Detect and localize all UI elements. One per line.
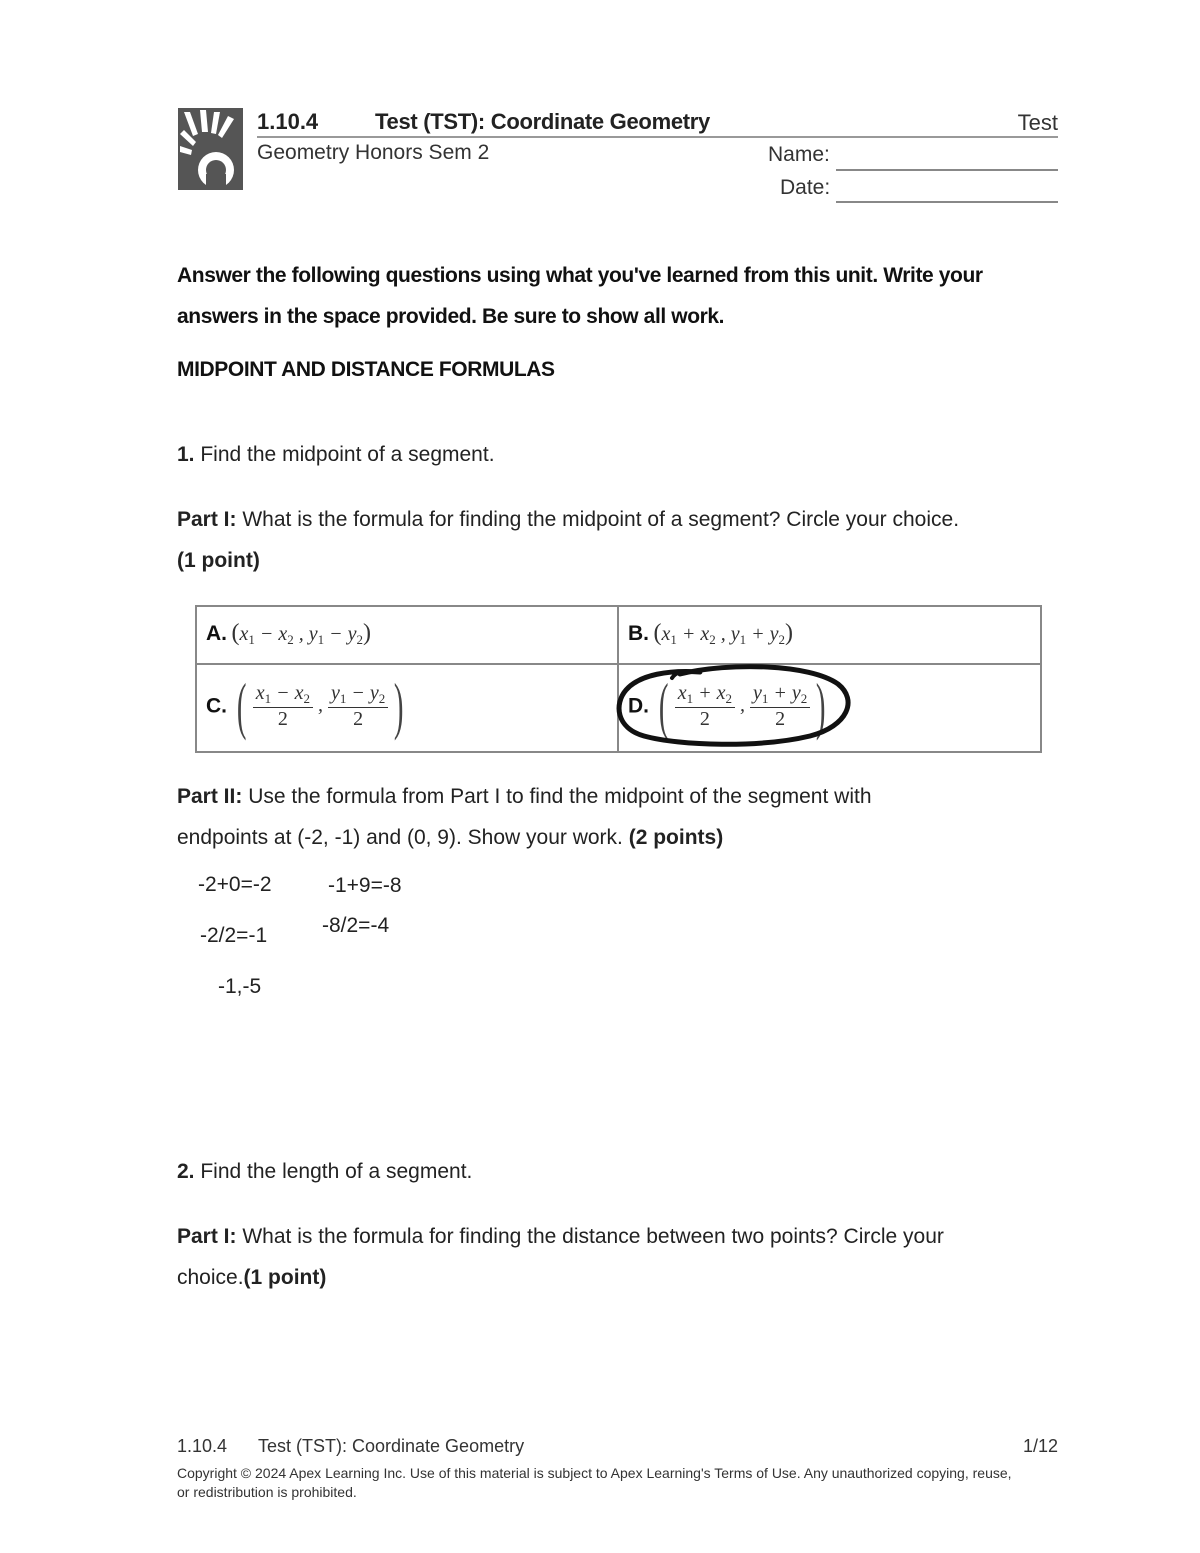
q2-part-1-label: Part I:: [177, 1225, 237, 1248]
part-2-text-line2: endpoints at (-2, -1) and (0, 9). Show your work.: [177, 826, 623, 849]
apex-logo-icon: [178, 108, 243, 190]
header-code: 1.10.4: [257, 109, 319, 134]
footer-page-number: 1/12: [1022, 1436, 1058, 1456]
date-label: Date:: [780, 176, 831, 199]
work-line-3: -1,-5: [218, 975, 262, 998]
question-1-part-2: [177, 785, 872, 809]
question-2-text: Find the length of a segment.: [200, 1160, 473, 1183]
question-1: [177, 443, 495, 467]
choice-c-formula: ( $\frac{x_1 - x_2}{2}$ , $\frac{y_1 - y_2}{2}$ ): [237, 670, 404, 741]
work-line-2b: -8/2=-4: [322, 914, 390, 937]
q2-part-1-text-line2: choice.: [177, 1266, 244, 1289]
part-2-points: (2 points): [628, 826, 724, 849]
question-1-part-1: [177, 508, 959, 532]
q2-part-1-points: (1 point): [243, 1266, 327, 1289]
question-2: [177, 1160, 472, 1184]
choice-c-letter: C.: [206, 694, 227, 718]
footer-copyright: Copyright © 2024 Apex Learning Inc. Use of this material is subject to Apex Learning's Terms of Use. Any unauthorized copying, reuse, or redistribution is prohibited.: [177, 1465, 1012, 1500]
choice-c[interactable]: [206, 670, 410, 741]
choice-b-letter: B.: [628, 622, 649, 645]
part-2-label: Part II:: [177, 785, 243, 808]
part-1-points: (1 point): [177, 549, 260, 572]
choice-d-letter: D.: [628, 694, 649, 718]
choice-d-formula: ( $\frac{x_1 + x_2}{2}$ , $\frac{y_1 + y_2}{2}$ ): [659, 670, 826, 741]
footer-title: Test (TST): Coordinate Geometry: [258, 1436, 525, 1456]
section-title: MIDPOINT AND DISTANCE FORMULAS: [177, 358, 555, 381]
choice-b-formula: ($x_1 + x_2$ , $y_1 + y_2$): [653, 620, 793, 647]
choice-a-formula: ($x_1 - x_2$ , $y_1 - y_2$): [231, 620, 371, 647]
part-2-text-line1: Use the formula from Part I to find the midpoint of the segment with: [248, 785, 872, 808]
question-1-number: 1.: [177, 443, 195, 466]
work-line-1b: -1+9=-8: [328, 874, 402, 897]
name-field[interactable]: [836, 169, 1058, 171]
footer-code: 1.10.4: [177, 1436, 228, 1456]
header-rule: [257, 136, 1058, 138]
question-2-part-1-cont: [177, 1266, 326, 1290]
choice-b[interactable]: [628, 620, 793, 648]
question-1-text: Find the midpoint of a segment.: [200, 443, 495, 466]
choice-a-letter: A.: [206, 622, 227, 645]
work-line-2a: -2/2=-1: [200, 924, 268, 947]
part-1-text: What is the formula for finding the midpoint of a segment? Circle your choice.: [242, 508, 960, 531]
answer-circle-mark: [610, 660, 855, 748]
question-2-part-1: [177, 1225, 944, 1249]
q2-part-1-text-line1: What is the formula for finding the distance between two points? Circle your: [242, 1225, 944, 1248]
choice-a[interactable]: [206, 620, 371, 648]
part-1-label: Part I:: [177, 508, 237, 531]
header-title: Test (TST): Coordinate Geometry: [375, 109, 710, 134]
date-field[interactable]: [836, 201, 1058, 203]
name-label: Name:: [768, 143, 830, 166]
course-name: Geometry Honors Sem 2: [257, 141, 490, 164]
instructions: Answer the following questions using what you've learned from this unit. Write your answers in the space provided. Be sure to show all work.: [177, 264, 983, 328]
header-type: Test: [1017, 110, 1058, 135]
question-2-number: 2.: [177, 1160, 195, 1183]
question-1-part-2-cont: [177, 826, 723, 850]
work-line-1a: -2+0=-2: [198, 873, 272, 896]
